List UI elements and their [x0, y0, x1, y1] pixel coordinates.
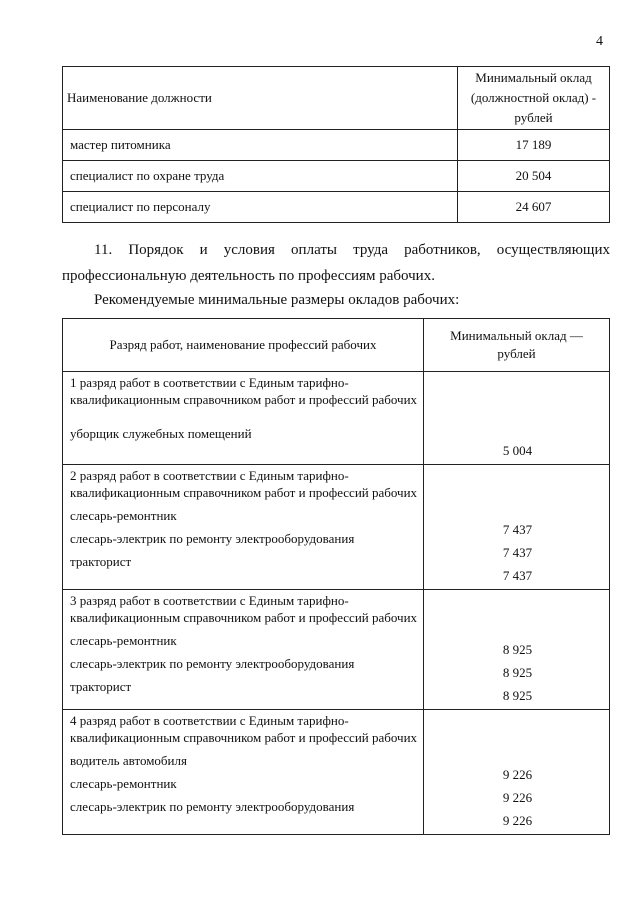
- salary-value: 7 437: [502, 568, 533, 583]
- table-row: [63, 590, 610, 710]
- section-11-paragraph: 11. Порядок и условия оплаты труда работников, осуществляющих профессиональную деятельность по профессиям рабочих.: [62, 242, 610, 284]
- grade-values-3: [424, 590, 610, 710]
- position-name: специалист по охране труда: [63, 161, 458, 192]
- table-row: [63, 161, 610, 192]
- table-row: [63, 372, 610, 465]
- salary-value: 17 189: [458, 130, 610, 161]
- salary-value: 8 925: [502, 688, 533, 703]
- grade-group-4: [63, 710, 424, 835]
- profession-name: слесарь-ремонтник: [70, 776, 177, 791]
- salary-value: 20 504: [458, 161, 610, 192]
- header-min-salary: Минимальный оклад (должностной оклад) - рублей: [458, 67, 610, 130]
- profession-name: слесарь-электрик по ремонту электрооборудования: [70, 531, 355, 546]
- salary-value: 7 437: [502, 522, 533, 537]
- header-grade-profession: Разряд работ, наименование профессий рабочих: [63, 319, 424, 372]
- profession-name: тракторист: [70, 679, 132, 694]
- recommendation-paragraph: Рекомендуемые минимальные размеры окладов рабочих:: [94, 292, 460, 308]
- grade-title: 1 разряд работ в соответствии с Единым тарифно-квалификационным справочником работ и профессий рабочих: [70, 375, 418, 407]
- salary-value: 7 437: [502, 545, 533, 560]
- header-position-name: Наименование должности: [63, 67, 458, 130]
- positions-salary-table: [62, 66, 610, 223]
- salary-value: 9 226: [502, 790, 533, 805]
- workers-salary-table: [62, 318, 610, 835]
- grade-title: 4 разряд работ в соответствии с Единым тарифно-квалификационным справочником работ и профессий рабочих: [70, 713, 418, 745]
- grade-values-1: [424, 372, 610, 465]
- salary-value: 9 226: [502, 767, 533, 782]
- table-row: [63, 465, 610, 590]
- profession-name: водитель автомобиля: [70, 753, 187, 768]
- grade-title: 3 разряд работ в соответствии с Единым тарифно-квалификационным справочником работ и профессий рабочих: [70, 593, 418, 625]
- page-number: 4: [596, 34, 603, 49]
- grade-group-2: [63, 465, 424, 590]
- grade-title: 2 разряд работ в соответствии с Единым тарифно-квалификационным справочником работ и профессий рабочих: [70, 468, 418, 500]
- profession-name: тракторист: [70, 554, 132, 569]
- grade-values-2: [424, 465, 610, 590]
- grade-values-4: [424, 710, 610, 835]
- profession-name: слесарь-электрик по ремонту электрооборудования: [70, 799, 355, 814]
- profession-name: слесарь-электрик по ремонту электрооборудования: [70, 656, 355, 671]
- position-name: мастер питомника: [63, 130, 458, 161]
- salary-value: 9 226: [502, 813, 533, 828]
- grade-group-3: [63, 590, 424, 710]
- salary-value: 24 607: [458, 192, 610, 223]
- table-header-row: [63, 67, 610, 130]
- profession-name: уборщик служебных помещений: [70, 426, 252, 441]
- profession-name: слесарь-ремонтник: [70, 508, 177, 523]
- salary-value: 8 925: [502, 665, 533, 680]
- table-row: [63, 130, 610, 161]
- table-header-row: [63, 319, 610, 372]
- salary-value: 5 004: [502, 443, 533, 458]
- table-row: [63, 192, 610, 223]
- salary-value: 8 925: [502, 642, 533, 657]
- profession-name: слесарь-ремонтник: [70, 633, 177, 648]
- header-min-salary: Минимальный оклад — рублей: [424, 319, 610, 372]
- table-row: [63, 710, 610, 835]
- position-name: специалист по персоналу: [63, 192, 458, 223]
- grade-group-1: [63, 372, 424, 465]
